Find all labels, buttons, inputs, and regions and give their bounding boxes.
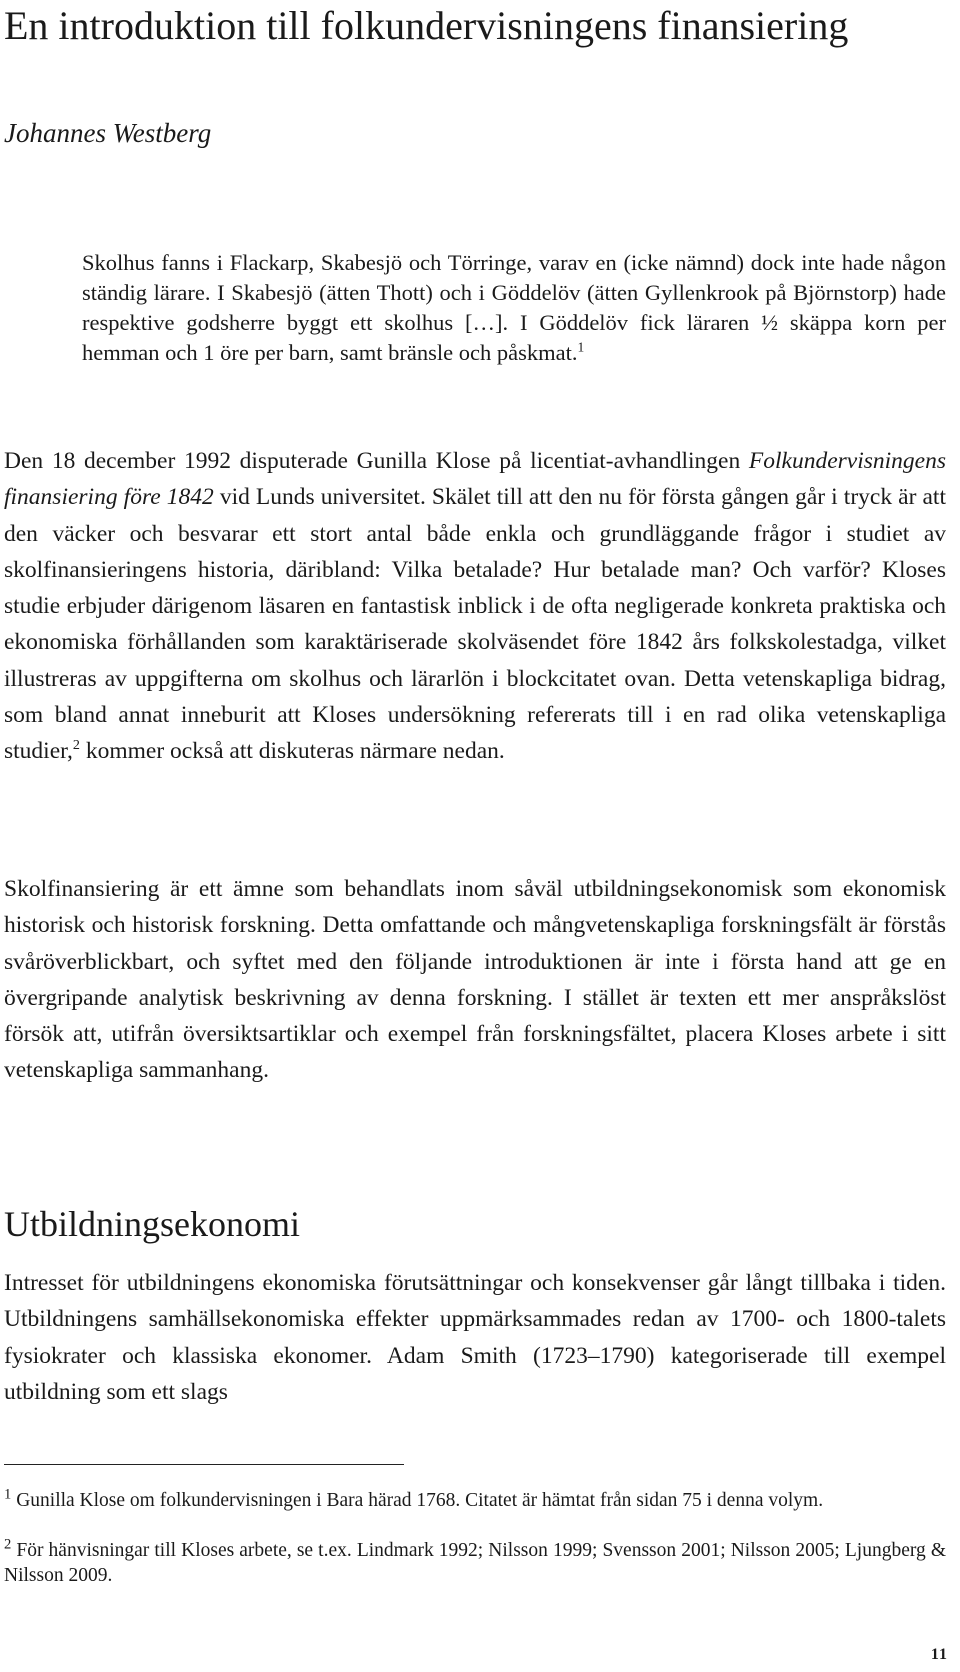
paragraph-intro-body: vid Lunds universitet. Skälet till att den nu för första gången går i tryck är att den väcker och besvarar ett stort antal både enkla och grundläggande frågor i studiet av skolfinansieringens historia, däribland: Vilka betalade? Hur betalade man? Och varför? Kloses studie erbjuder därigenom läsaren en fantastisk inblick i de ofta negligerade konkreta praktiska och ekonomiska förhållanden som karaktäriserade skolväsendet före 1842 års folkskolestadga, vilket illustreras av uppgifterna om skolhus och lärarlön i blockcitatet ovan. Detta vetenskapliga bidrag, som bland annat inneburit att Kloses undersökning refererats till i en rad olika vetenskapliga studier, <box>4 484 946 765</box>
footnote-2 <box>4 1538 946 1588</box>
block-quote <box>82 248 946 368</box>
article-title: En introduktion till folkundervisningens finansiering <box>4 3 849 48</box>
footnote-2-number: 2 <box>4 1536 12 1553</box>
paragraph-intro-tail: kommer också att diskuteras närmare nedan. <box>79 738 505 765</box>
footnote-divider <box>4 1464 404 1465</box>
footnote-1 <box>4 1488 946 1513</box>
paragraph-context: Skolfinansiering är ett ämne som behandlats inom såväl utbildningsekonomisk som ekonomisk historisk och historisk forskning. Detta omfattande och mångvetenskapliga forskningsfält är förstås svåröverblickbart, och syftet med den följande introduktionen är inte i första hand att ge en övergripande analytisk beskrivning av denna forskning. I stället är texten ett mer anspråkslöst försök att, utifrån översiktsartiklar och exempel från forskningsfältet, placera Kloses arbete i sitt vetenskapliga sammanhang. <box>4 876 946 1084</box>
section-heading: Utbildningsekonomi <box>4 1204 300 1244</box>
paragraph-section: Intresset för utbildningens ekonomiska förutsättningar och konsekvenser går långt tillbaka i tiden. Utbildningens samhällsekonomiska effekter uppmärksammades redan av 1700- och 1800-talets fysiokrater och klassiska ekonomer. Adam Smith (1723–1790) kategoriserade till exempel utbildning som ett slags <box>4 1270 946 1405</box>
block-quote-text: Skolhus fanns i Flackarp, Skabesjö och Törringe, varav en (icke nämnd) dock inte hade någon ständig lärare. I Skabesjö (ätten Thott) och i Göddelöv (ätten Gyllenkrook på Björnstorp) hade respektive godsherre byggt ett skolhus […]. I Göddelöv fick läraren ½ skäppa korn per hemman och 1 öre per barn, samt bränsle och påskmat. <box>82 250 946 365</box>
footnote-ref-2[interactable]: 2 <box>72 737 80 754</box>
footnote-2-text: För hänvisningar till Kloses arbete, se t.ex. Lindmark 1992; Nilsson 1999; Svensson 2001; Nilsson 2005; Ljungberg & Nilsson 2009. <box>4 1540 946 1586</box>
footnote-ref-1[interactable]: 1 <box>577 339 585 355</box>
paragraph-intro <box>4 443 946 770</box>
article-author: Johannes Westberg <box>4 118 212 148</box>
footnote-1-text: Gunilla Klose om folkundervisningen i Bara härad 1768. Citatet är hämtat från sidan 75 i denna volym. <box>16 1490 824 1511</box>
paragraph-intro-lead: Den 18 december 1992 disputerade Gunilla Klose på licentiat-avhandlingen <box>4 448 749 474</box>
page-number: 11 <box>930 1646 948 1663</box>
thesis-title: Folkundervisningens finansiering före 1842 <box>4 448 946 511</box>
footnote-1-number: 1 <box>4 1486 12 1503</box>
